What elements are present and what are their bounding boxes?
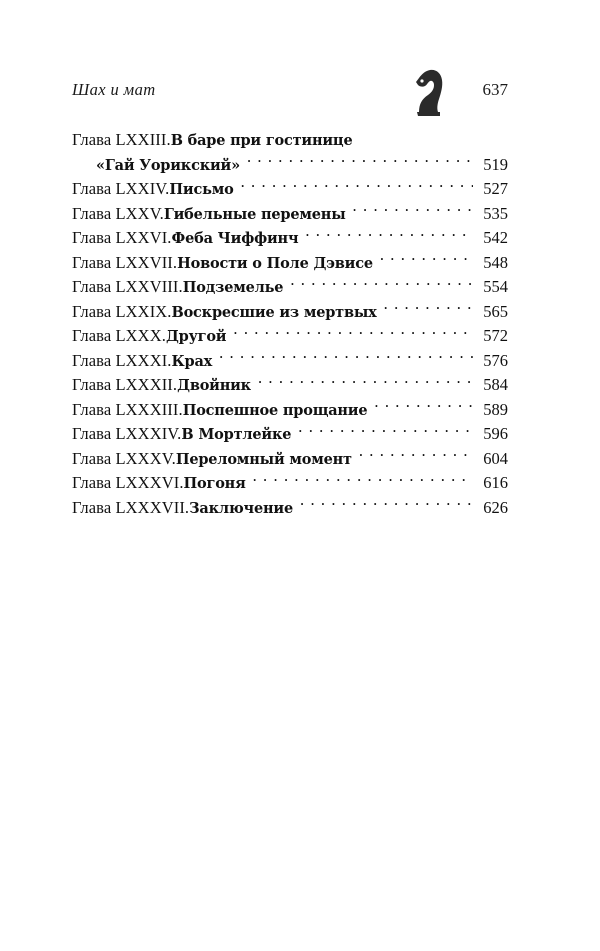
toc-entry-title: В баре при гостинице (170, 132, 353, 149)
toc-leader-dots (380, 251, 473, 268)
toc-entry-page: 554 (483, 277, 508, 296)
toc-entry[interactable] (72, 422, 508, 447)
toc-entry-page: 576 (483, 350, 508, 370)
toc-entry-title: Поспешное прощание (182, 401, 368, 419)
toc-entry-title: Гибельные перемены (163, 205, 346, 223)
toc-leader-dots (241, 178, 473, 195)
toc-entry-chapter: Глава LXXX. (72, 326, 166, 345)
toc-entry[interactable] (72, 226, 508, 251)
toc-entry-page: 596 (483, 424, 508, 443)
toc-entry-page: 616 (483, 473, 508, 492)
toc-entry-page: 548 (483, 252, 508, 272)
toc-entry-title: Двойник (177, 377, 251, 394)
toc-entry[interactable] (72, 398, 508, 423)
toc-entry-chapter: Глава LXXXI. (72, 350, 172, 370)
toc-entry-title: Новости о Поле Дэвисе (177, 254, 373, 272)
toc-entry-title: Переломный момент (175, 450, 352, 468)
toc-entry-chapter: Глава LXXIII. (72, 130, 171, 149)
toc-entry[interactable] (72, 471, 508, 496)
toc-entry-title: Феба Чиффинч (171, 230, 299, 247)
toc-leader-dots (305, 227, 473, 244)
toc-entry-page: 535 (483, 203, 508, 223)
toc-entry[interactable] (72, 251, 508, 276)
toc-entry[interactable] (72, 324, 508, 349)
toc-entry-page: 626 (483, 497, 508, 517)
toc-entry-page: 572 (483, 326, 508, 345)
toc-entry-page: 565 (483, 301, 508, 321)
toc-entry-chapter: Глава LXXXIV. (72, 424, 182, 443)
toc-leader-dots (233, 325, 473, 342)
toc-leader-dots (258, 374, 473, 391)
table-of-contents (72, 128, 508, 520)
toc-entry-chapter: Глава LXXIV. (72, 179, 170, 198)
toc-entry-chapter: Глава LXXXV. (72, 448, 176, 468)
toc-entry-title: Воскресшие из мертвых (171, 303, 377, 321)
toc-entry-chapter: Глава LXXV. (72, 203, 164, 223)
toc-entry-title: Другой (165, 328, 227, 345)
toc-entry[interactable] (72, 202, 508, 227)
toc-entry[interactable] (72, 349, 508, 374)
toc-leader-dots (300, 496, 473, 513)
toc-entry-title: Письмо (169, 181, 234, 198)
toc-entry-page: 527 (483, 179, 508, 198)
toc-leader-dots (253, 472, 473, 489)
toc-entry[interactable] (72, 128, 508, 177)
toc-entry-title-continued: «Гай Уорикский» (96, 156, 240, 174)
toc-entry[interactable] (72, 177, 508, 202)
toc-entry-title: В Мортлейке (181, 426, 292, 443)
toc-entry[interactable] (72, 373, 508, 398)
toc-entry-title: Крах (171, 352, 213, 370)
toc-entry-chapter: Глава LXXVII. (72, 252, 178, 272)
toc-leader-dots (384, 300, 473, 317)
toc-leader-dots (247, 153, 473, 170)
toc-entry-page: 589 (483, 399, 508, 419)
toc-entry-title: Заключение (189, 499, 293, 517)
toc-leader-dots (353, 202, 473, 219)
toc-entry-chapter: Глава LXXXVI. (72, 473, 184, 492)
toc-entry-chapter: Глава LXXXIII. (72, 399, 183, 419)
toc-entry-page: 584 (483, 375, 508, 394)
toc-entry-chapter: Глава LXXVI. (72, 228, 172, 247)
toc-entry-chapter: Глава LXXXVII. (72, 497, 190, 517)
toc-entry[interactable] (72, 300, 508, 325)
knight-chess-piece-icon (406, 66, 448, 118)
toc-entry-page: 519 (483, 154, 508, 174)
toc-entry[interactable] (72, 275, 508, 300)
toc-entry-chapter: Глава LXXVIII. (72, 277, 183, 296)
page-number: 637 (482, 80, 508, 99)
toc-leader-dots (359, 447, 473, 464)
toc-entry-title: Подземелье (182, 279, 284, 296)
toc-leader-dots (298, 423, 473, 440)
toc-leader-dots (374, 398, 473, 415)
toc-leader-dots (290, 276, 473, 293)
toc-entry[interactable] (72, 496, 508, 521)
toc-entry[interactable] (72, 447, 508, 472)
toc-entry-chapter: Глава LXXIX. (72, 301, 172, 321)
toc-entry-chapter: Глава LXXXII. (72, 375, 178, 394)
book-title: Шах и мат (72, 80, 156, 99)
toc-entry-page: 542 (483, 228, 508, 247)
toc-leader-dots (219, 349, 473, 366)
toc-entry-title: Погоня (183, 475, 246, 492)
toc-entry-page: 604 (483, 448, 508, 468)
running-head (72, 72, 508, 112)
